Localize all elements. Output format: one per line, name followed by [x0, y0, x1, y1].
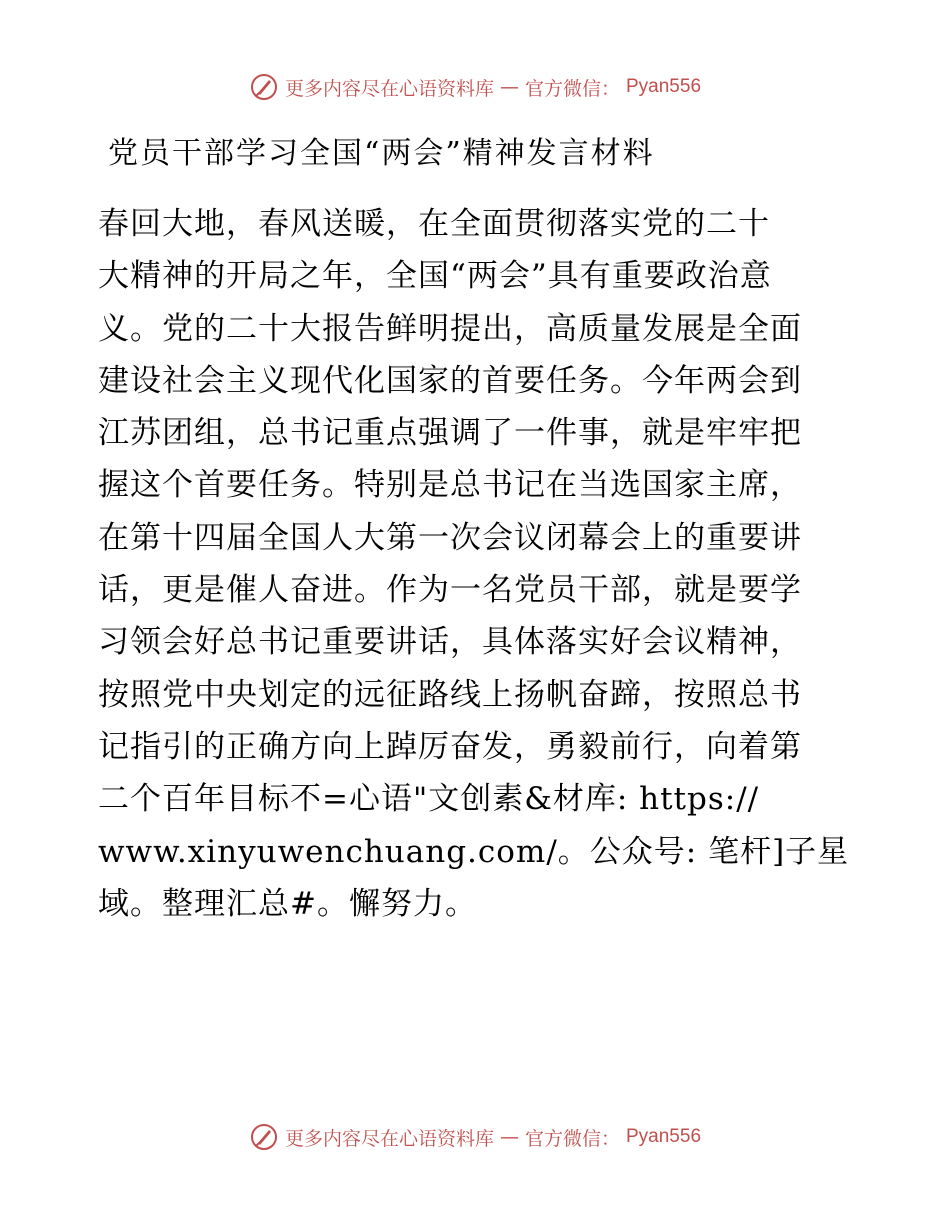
document-title: 党员干部学习全国“两会”精神发言材料: [108, 136, 655, 171]
document-body: [98, 198, 858, 930]
body-line: 习领会好总书记重要讲话，具体落实好会议精神，: [98, 624, 802, 661]
body-line: 春回大地，春风送暖，在全面贯彻落实党的二十: [98, 206, 770, 242]
body-line: 二个百年目标不=心语"文创素&材库: https://: [98, 781, 760, 818]
quill-logo-icon: [249, 1122, 279, 1152]
banner-text: 更多内容尽在心语资料库: [284, 1127, 494, 1150]
body-line: 域。整理汇总#。懈努力。: [98, 885, 477, 922]
body-line: 建设社会主义现代化国家的首要任务。今年两会到: [98, 362, 802, 399]
banner-text: 更多内容尽在心语资料库: [284, 77, 494, 100]
banner-wechat-label: 官方微信：: [524, 1127, 620, 1150]
body-line: www.xinyuwenchuang.com/。公众号: 笔杆]子星: [98, 833, 850, 870]
banner-separator: —: [499, 1126, 519, 1148]
quill-logo-icon: [249, 72, 279, 102]
body-line: 按照党中央划定的远征路线上扬帆奋蹄，按照总书: [98, 676, 802, 713]
banner-wechat-id: Pyan556: [626, 76, 702, 97]
banner-wechat-id: Pyan556: [626, 1126, 702, 1147]
footer-watermark-banner: [0, 1122, 950, 1152]
banner-separator: —: [499, 76, 519, 98]
banner-wechat-label: 官方微信：: [524, 77, 620, 100]
body-line: 记指引的正确方向上踔厉奋发，勇毅前行，向着第: [98, 728, 802, 765]
body-line: 握这个首要任务。特别是总书记在当选国家主席，: [98, 467, 802, 504]
body-line: 江苏团组，总书记重点强调了一件事，就是牢牢把: [98, 415, 802, 452]
body-line: 大精神的开局之年，全国“两会”具有重要政治意: [98, 258, 772, 295]
header-watermark-banner: [0, 72, 950, 102]
body-line: 话，更是催人奋进。作为一名党员干部，就是要学: [98, 572, 802, 609]
body-line: 在第十四届全国人大第一次会议闭幕会上的重要讲: [98, 519, 802, 556]
body-line: 义。党的二十大报告鲜明提出，高质量发展是全面: [98, 310, 802, 347]
